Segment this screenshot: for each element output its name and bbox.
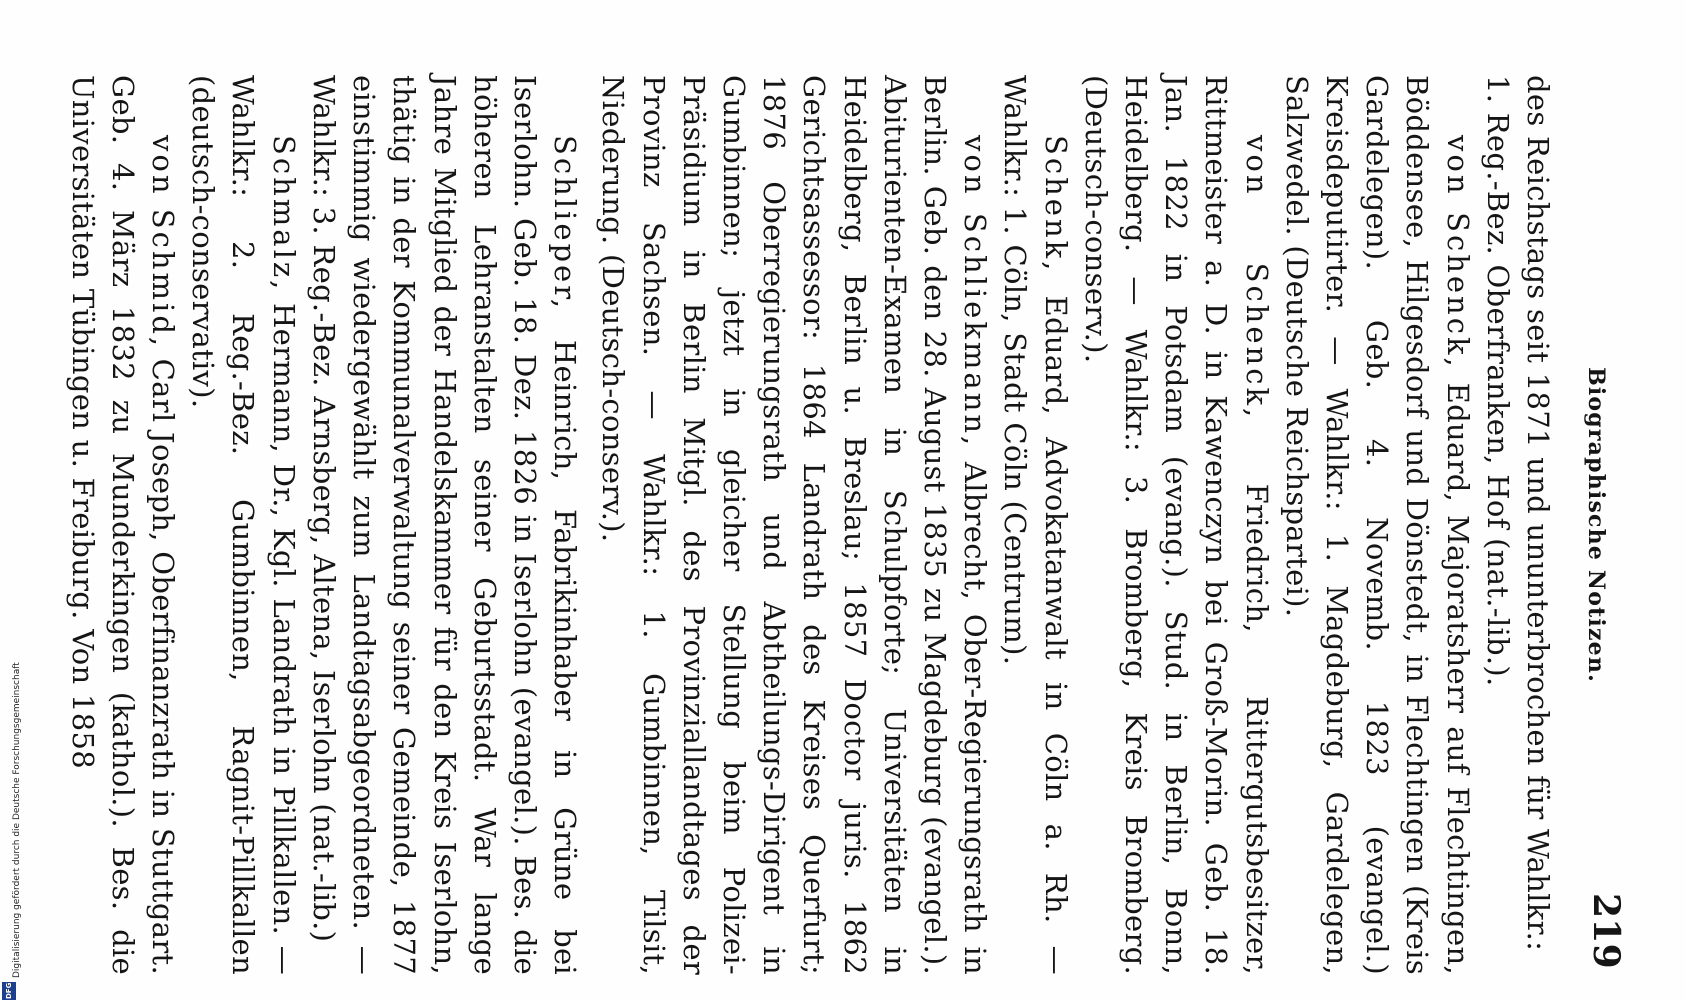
- entry-text: Albrecht, Ober-Regierungsrath in Berlin. Geb. den 28. August 1835 zu Magdeburg (evangel.). Abiturienten-Examen in Schulpforte; Universitäten in Heidelberg, Berlin u. Breslau; 1857 Doctor juris. 1862 Gerichtsassessor: 1864 Landrath des Kreises Querfurt; 1876 Oberregierungsrath und Abtheilungs-Dirigent in Gumbinnen; jetzt in gleicher Stellung beim Polizei-Präsidium in Berlin Mitgl. des Provinziallandtages der Provinz Sachsen. — Wahlkr.: 1. Gumbinnen, Tilsit, Niederung. (Deutsch-conserv.).: [596, 75, 993, 975]
- continuation-line: 1. Reg.-Bez. Oberfranken, Hof (nat.-lib.).: [1480, 75, 1515, 687]
- page-content: [65, 75, 1627, 975]
- entry-text: Eduard, Advokatanwalt in Cöln a. Rh. — Wahlkr.: 1. Cöln, Stadt Cöln (Centrum).: [998, 75, 1073, 975]
- entry-name: Schmalz,: [266, 135, 301, 293]
- biography-entry: [1076, 75, 1277, 975]
- page-number: 219: [1585, 892, 1627, 969]
- biography-entry: [593, 75, 995, 975]
- entry-name: von Schmid,: [146, 135, 181, 350]
- entry-name: von Schenck,: [1440, 135, 1475, 370]
- dfg-logo: DFG: [2, 982, 16, 1000]
- biography-entry: [183, 75, 304, 975]
- entry-text: Carl Joseph, Oberfinanzrath in Stuttgart. Geb. 4. März 1832 zu Munderkingen (kathol.). Bes. die Universitäten Tübingen u. Freiburg. Von 1858: [65, 75, 181, 975]
- entry-text: Friedrich, Rittergutsbesitzer, Rittmeister a. D. in Kawenczyn bei Groß-Morin. Geb. 18. Jan. 1822 in Potsdam (evang.). Stud. in Berlin, Bonn, Heidelberg. — Wahlkr.: 3. Bromberg, Kreis Bromberg. (Deutsch-conserv.).: [1078, 75, 1274, 975]
- entry-name: Schenk,: [1038, 135, 1073, 274]
- biography-entry: [995, 75, 1075, 975]
- biography-entry: [62, 75, 183, 975]
- paragraph-gap: [585, 75, 593, 975]
- biography-entry: [1277, 75, 1478, 975]
- digitization-credit: [0, 600, 22, 1000]
- entry-name: von Schenck,: [1239, 135, 1274, 421]
- entry-name: Schlieper,: [548, 135, 583, 312]
- entry-text: Heinrich, Fabrikinhaber in Grüne bei Iserlohn. Geb. 18. Dez. 1826 in Iserlohn (evangel.). Bes. die höheren Lehranstalten seiner Geburtsstadt. War lange Jahre Mitglied der Handelskammer für den Kreis Iserlohn, thätig in der Kommunalverwaltung seiner Gemeinde, 1877 einstimmig wiedergewählt zum Landtagsabgeordneten. — Wahlkr.: 3. Reg.-Bez. Arnsberg, Altena, Iserlohn (nat.-lib.): [306, 75, 583, 975]
- entry-name: von Schliekmann,: [958, 135, 993, 449]
- credit-text: Digitalisierung gefördert durch die Deutsche Forschungsgemeinschaft: [12, 662, 22, 978]
- page-header: [1558, 75, 1627, 975]
- running-head: Biographische Notizen.: [1583, 367, 1609, 683]
- entry-text: Hermann, Dr., Kgl. Landrath in Pillkallen. — Wahlkr.: 2. Reg.-Bez. Gumbinnen, Ragnit-Pillkallen (deutsch-conservativ).: [186, 75, 301, 975]
- continuation-paragraph: [1478, 75, 1558, 975]
- entry-text: Eduard, Majoratsherr auf Flechtingen, Böddensee, Hilgesdorf und Dönstedt, in Flechtingen (Kreis Gardelegen). Geb. 4. Novemb. 1823 (evangel.) Kreisdeputirter. — Wahlkr.: 1. Magdeburg, Gardelegen, Salzwedel. (Deutsche Reichspartei).: [1279, 75, 1475, 975]
- continuation-line: des Reichstags seit 1871 und ununterbrochen für Wahlkr.:: [1521, 75, 1555, 952]
- biography-entry: [304, 75, 585, 975]
